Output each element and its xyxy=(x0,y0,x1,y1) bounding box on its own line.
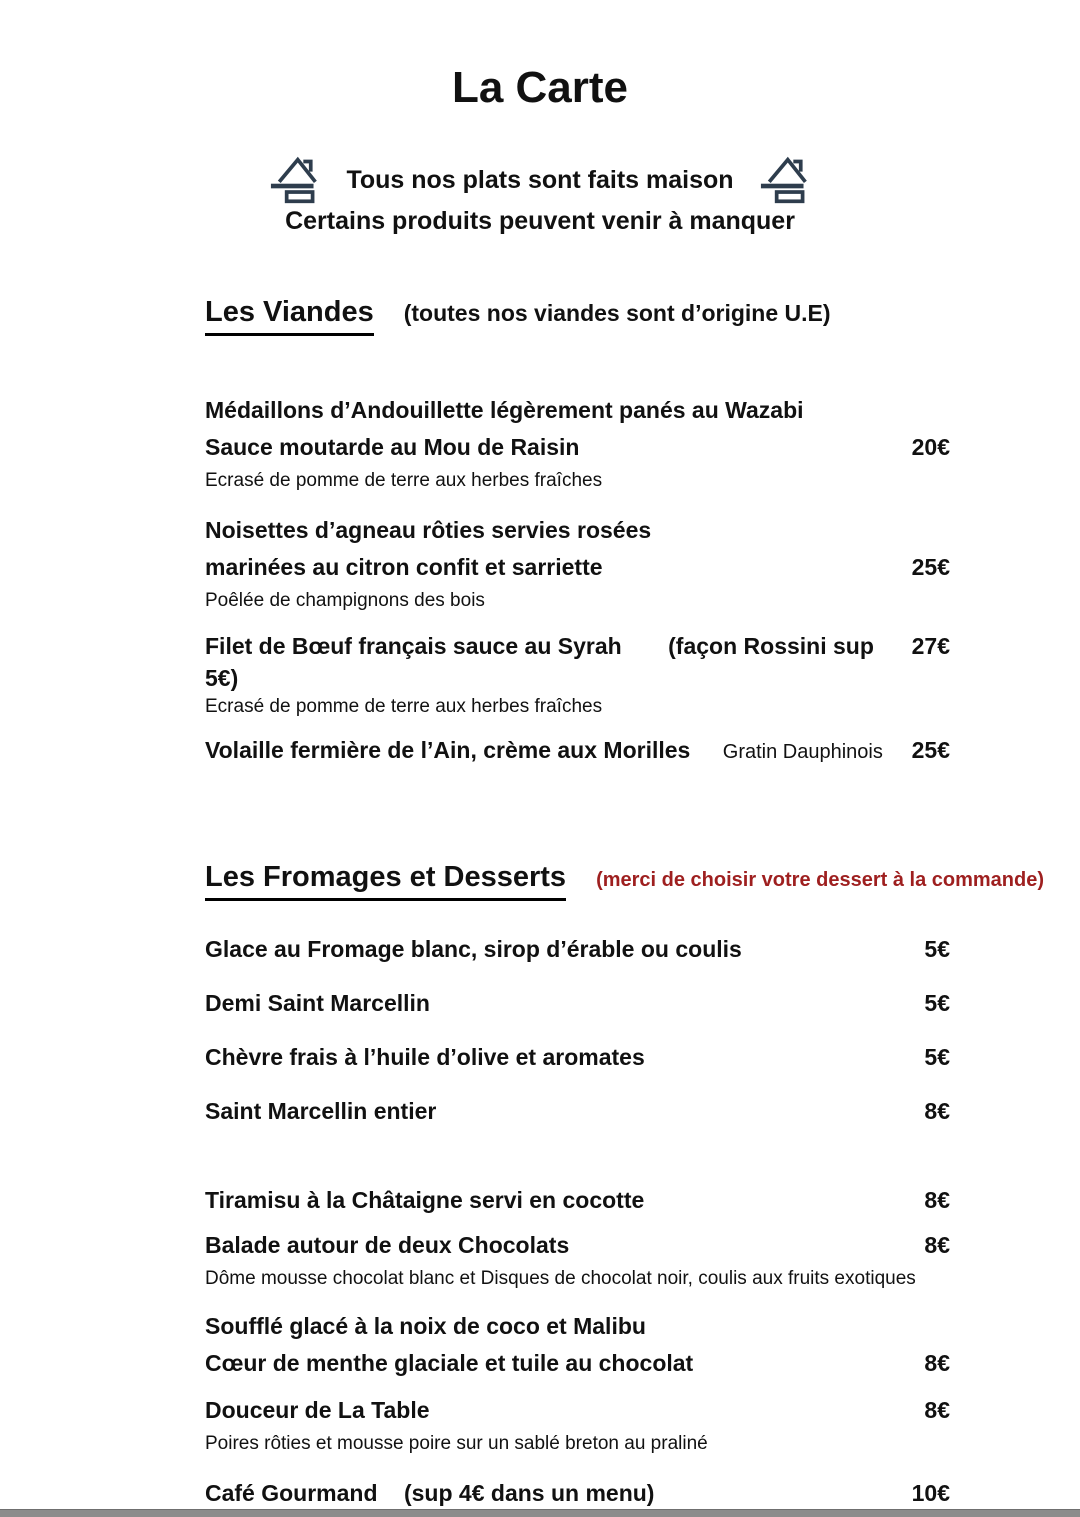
item-price: 8€ xyxy=(924,1350,950,1377)
item-name-line2: Sauce moutarde au Mou de Raisin xyxy=(205,434,580,461)
item-name: Douceur de La Table xyxy=(205,1397,430,1424)
item-name: Café Gourmand xyxy=(205,1480,378,1507)
item-price: 27€ xyxy=(911,633,950,660)
item-name-line2: Cœur de menthe glaciale et tuile au chocolat xyxy=(205,1350,694,1377)
tagline-row xyxy=(0,154,1080,206)
item-name: Filet de Bœuf français sauce au Syrah xyxy=(205,633,622,660)
menu-item xyxy=(205,985,950,1022)
item-price: 8€ xyxy=(924,1397,950,1424)
menu-item xyxy=(205,1039,950,1076)
menu-item xyxy=(205,1227,950,1294)
item-name: Demi Saint Marcellin xyxy=(205,990,430,1017)
menu-item xyxy=(205,1392,950,1459)
item-name: Saint Marcellin entier xyxy=(205,1098,437,1125)
item-price: 5€ xyxy=(924,1044,950,1071)
item-price: 20€ xyxy=(911,434,950,461)
item-description: Dôme mousse chocolat blanc et Disques de chocolat noir, coulis aux fruits exotiques xyxy=(205,1268,916,1290)
item-name: Glace au Fromage blanc, sirop d’érable ou coulis xyxy=(205,936,742,963)
menu-item xyxy=(205,732,950,769)
item-name: Médaillons d’Andouillette légèrement panés au Wazabi xyxy=(205,397,804,424)
item-price: 8€ xyxy=(924,1232,950,1259)
item-description: Poêlée de champignons des bois xyxy=(205,590,485,612)
section-header-viandes xyxy=(205,294,950,336)
fait-maison-icon xyxy=(270,154,320,206)
menu-item xyxy=(205,628,950,722)
item-price: 5€ xyxy=(924,936,950,963)
menu-item xyxy=(205,1308,950,1382)
item-name: Balade autour de deux Chocolats xyxy=(205,1232,570,1259)
item-note: (façon Rossini sup 5€) xyxy=(205,633,874,692)
page-title: La Carte xyxy=(451,63,629,112)
section-note-desserts: (merci de choisir votre dessert à la commande) xyxy=(596,869,1045,892)
tagline-homemade: Tous nos plats sont faits maison xyxy=(346,165,734,194)
item-price: 5€ xyxy=(924,990,950,1017)
item-description: Ecrasé de pomme de terre aux herbes fraîches xyxy=(205,696,603,718)
page-bottom-divider xyxy=(0,1509,1080,1517)
item-side-note: Gratin Dauphinois xyxy=(722,741,883,764)
item-name: Soufflé glacé à la noix de coco et Malibu xyxy=(205,1313,646,1340)
item-name-line2: marinées au citron confit et sarriette xyxy=(205,554,603,581)
item-price: 8€ xyxy=(924,1098,950,1125)
section-title-desserts: Les Fromages et Desserts xyxy=(205,859,566,901)
item-description: Poires rôties et mousse poire sur un sablé breton au praliné xyxy=(205,1433,708,1455)
tagline-availability: Certains produits peuvent venir à manquer xyxy=(285,207,795,236)
section-note-viandes: (toutes nos viandes sont d’origine U.E) xyxy=(403,300,831,327)
item-price: 8€ xyxy=(924,1187,950,1214)
item-description: Ecrasé de pomme de terre aux herbes fraîches xyxy=(205,470,603,492)
menu-item xyxy=(205,1182,950,1219)
menu-item xyxy=(205,931,950,968)
menu-item xyxy=(205,1475,950,1512)
section-header-desserts xyxy=(205,859,1045,901)
item-name: Tiramisu à la Châtaigne servi en cocotte xyxy=(205,1187,645,1214)
item-name: Volaille fermière de l’Ain, crème aux Morilles xyxy=(205,737,691,764)
item-price: 25€ xyxy=(911,737,950,764)
menu-item xyxy=(205,1093,950,1130)
item-price: 25€ xyxy=(911,554,950,581)
item-name: Chèvre frais à l’huile d’olive et aromates xyxy=(205,1044,645,1071)
section-title-viandes: Les Viandes xyxy=(205,294,374,336)
item-name: Noisettes d’agneau rôties servies rosées xyxy=(205,517,652,544)
fait-maison-icon xyxy=(760,154,810,206)
item-note: (sup 4€ dans un menu) xyxy=(403,1480,655,1507)
menu-item xyxy=(205,392,950,496)
menu-item xyxy=(205,512,950,616)
item-price: 10€ xyxy=(911,1480,950,1507)
